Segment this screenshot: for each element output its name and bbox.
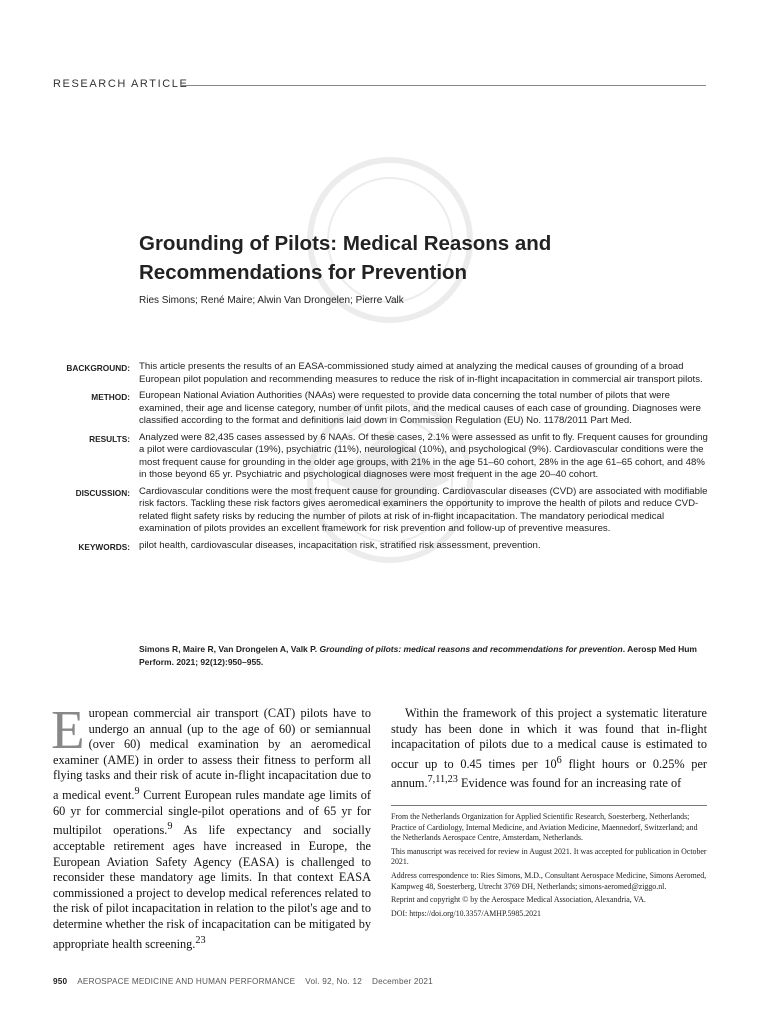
citation-journal: . Aerosp Med Hum Perform. 2021; 92(12):950–955. xyxy=(139,644,697,667)
abstract-label: BACKGROUND: xyxy=(66,363,130,373)
received-note: This manuscript was received for review in August 2021. It was accepted for publication in October 2021. xyxy=(391,846,707,867)
reference-superscript: 23 xyxy=(195,934,206,946)
body-text: As life expectancy and socially acceptable retirement ages have increased in Europe, the European Aviation Safety Agency (EASA) is challenged to reconsider these mandatory age limits. In that context EASA commissioned a project to develop medical references related to the risk of pilot incapacitation in relation to the pilot's age and to determine whether the risk of incapacitation can be mitigated by appropriate health screening. xyxy=(53,823,371,951)
correspondence-note: Address correspondence to: Ries Simons, M.D., Consultant Aerospace Medicine, Simons Aeromed, Kampweg 48, Soesterberg, Utrecht 3769 DH, Netherlands; simons-aeromed@ziggo.nl. xyxy=(391,870,707,891)
abstract-text: Cardiovascular conditions were the most frequent cause for grounding. Cardiovascular diseases (CVD) are associated with modifiable risk factors. Tackling these risk factors gives aeromedical examiners the opportunity to improve the health of pilots and reduce CVD-related flight safety risks by reducing the number of pilots at risk of in-flight incapacitation. The mandatory periodical medical examination of pilots provides an excellent framework for risk prevention and follow-up of preventive measures. xyxy=(139,485,708,534)
abstract-text: This article presents the results of an EASA-commissioned study aimed at analyzing the medical causes of grounding of a broad European pilot population and recommending measures to reduce the risk of in-flight incapacitation in commercial air transport pilots. xyxy=(139,361,703,385)
abstract-keywords xyxy=(40,540,720,554)
journal-name: AEROSPACE MEDICINE AND HUMAN PERFORMANCE xyxy=(77,977,296,986)
citation-authors: Simons R, Maire R, Van Drongelen A, Valk P. xyxy=(139,644,318,654)
abstract-label: KEYWORDS: xyxy=(78,541,130,552)
header-rule xyxy=(180,85,706,86)
article-title: Grounding of Pilots: Medical Reasons and Recommendations for Prevention xyxy=(139,232,552,284)
reference-superscript: 9 xyxy=(134,785,140,797)
abstract-label: DISCUSSION: xyxy=(75,487,130,498)
reference-superscript: 9 xyxy=(167,821,173,833)
section-label: RESEARCH ARTICLE xyxy=(53,78,189,90)
citation-title: Grounding of pilots: medical reasons and recommendations for prevention xyxy=(319,644,623,654)
abstract xyxy=(40,361,720,557)
affiliation-note: From the Netherlands Organization for Applied Scientific Research, Soesterberg, Netherlands; Practice of Cardiology, Internal Medicine, and Aviation Medicine, Maennedorf, Switzerland; and the Netherlands Aerospace Centre, Amsterdam, Netherlands. xyxy=(391,812,698,843)
abstract-method xyxy=(40,390,720,428)
abstract-background xyxy=(40,361,720,386)
footnotes xyxy=(391,812,707,922)
body-text: Evidence was found for an increasing rate of xyxy=(457,776,682,791)
author-list: Ries Simons; René Maire; Alwin Van Drongelen; Pierre Valk xyxy=(139,295,404,306)
abstract-text: pilot health, cardiovascular diseases, incapacitation risk, stratified risk assessment, prevention. xyxy=(139,539,541,551)
footnote-rule xyxy=(391,805,707,806)
body-column-right xyxy=(391,706,707,792)
abstract-results xyxy=(40,432,720,482)
body-text: Within the framework of this project a systematic literature study has been done in which it was found that in-flight incapacitation of pilots due to a medical cause is estimated to occur up to 0.45 times per 10 xyxy=(391,706,707,771)
journal-date: December 2021 xyxy=(372,977,433,986)
drop-cap: E xyxy=(51,699,85,760)
abstract-label: METHOD: xyxy=(91,392,130,402)
body-text: uropean commercial air transport (CAT) pilots have to undergo an annual (up to the age of 60) or semiannual (over 60) medical examination by an aeromedical examiner (AME) in order to assess their fitness to perform all flying tasks and their risk of acute in-flight incapacitation due to a medical event. xyxy=(53,706,371,803)
abstract-text: European National Aviation Authorities (NAAs) were requested to provide data concerning the total number of pilots that were examined, their age and license category, number of unfit pilots, and the medical causes of each case of grounding. Diagnoses were classified according to the format and definitions laid down in Commission Regulation (EU) No. 1178/2011 Part Med. xyxy=(139,390,701,426)
abstract-text: Analyzed were 82,435 cases assessed by 6 NAAs. Of these cases, 2.1% were assessed as unfit to fly. Frequent causes for grounding a pilot were cardiovascular (19%), psychiatric (11%), neurological (10%), and psychological (9%). Cardiovascular conditions were the most frequent cause for grounding in the older age groups, with 21% in the age 51–60 cohort, 28% in the age 61–65 cohort, and 48% in those beyond 65 yr. Psychiatric and psychological diagnoses were most frequent in the age 20–40 cohort. xyxy=(139,431,708,480)
page-number: 950 xyxy=(53,977,68,986)
copyright-note: Reprint and copyright © by the Aerospace Medical Association, Alexandria, VA. xyxy=(391,895,646,905)
reference-superscript: 7,11,23 xyxy=(427,774,458,786)
body-text: flight hours or 0.25% per annum. xyxy=(391,756,707,791)
citation xyxy=(139,643,709,668)
journal-volume: Vol. 92, No. 12 xyxy=(305,977,363,986)
exponent: 6 xyxy=(556,754,562,766)
doi-note: DOI: https://doi.org/10.3357/AMHP.5985.2021 xyxy=(391,908,542,918)
abstract-label: RESULTS: xyxy=(89,433,130,444)
body-column-left xyxy=(51,699,371,952)
abstract-discussion xyxy=(40,486,720,536)
body-text: Current European rules mandate age limits of 60 yr for commercial single-pilot operations and of 65 yr for multipilot operations. xyxy=(53,788,371,838)
page-footer xyxy=(53,977,433,986)
